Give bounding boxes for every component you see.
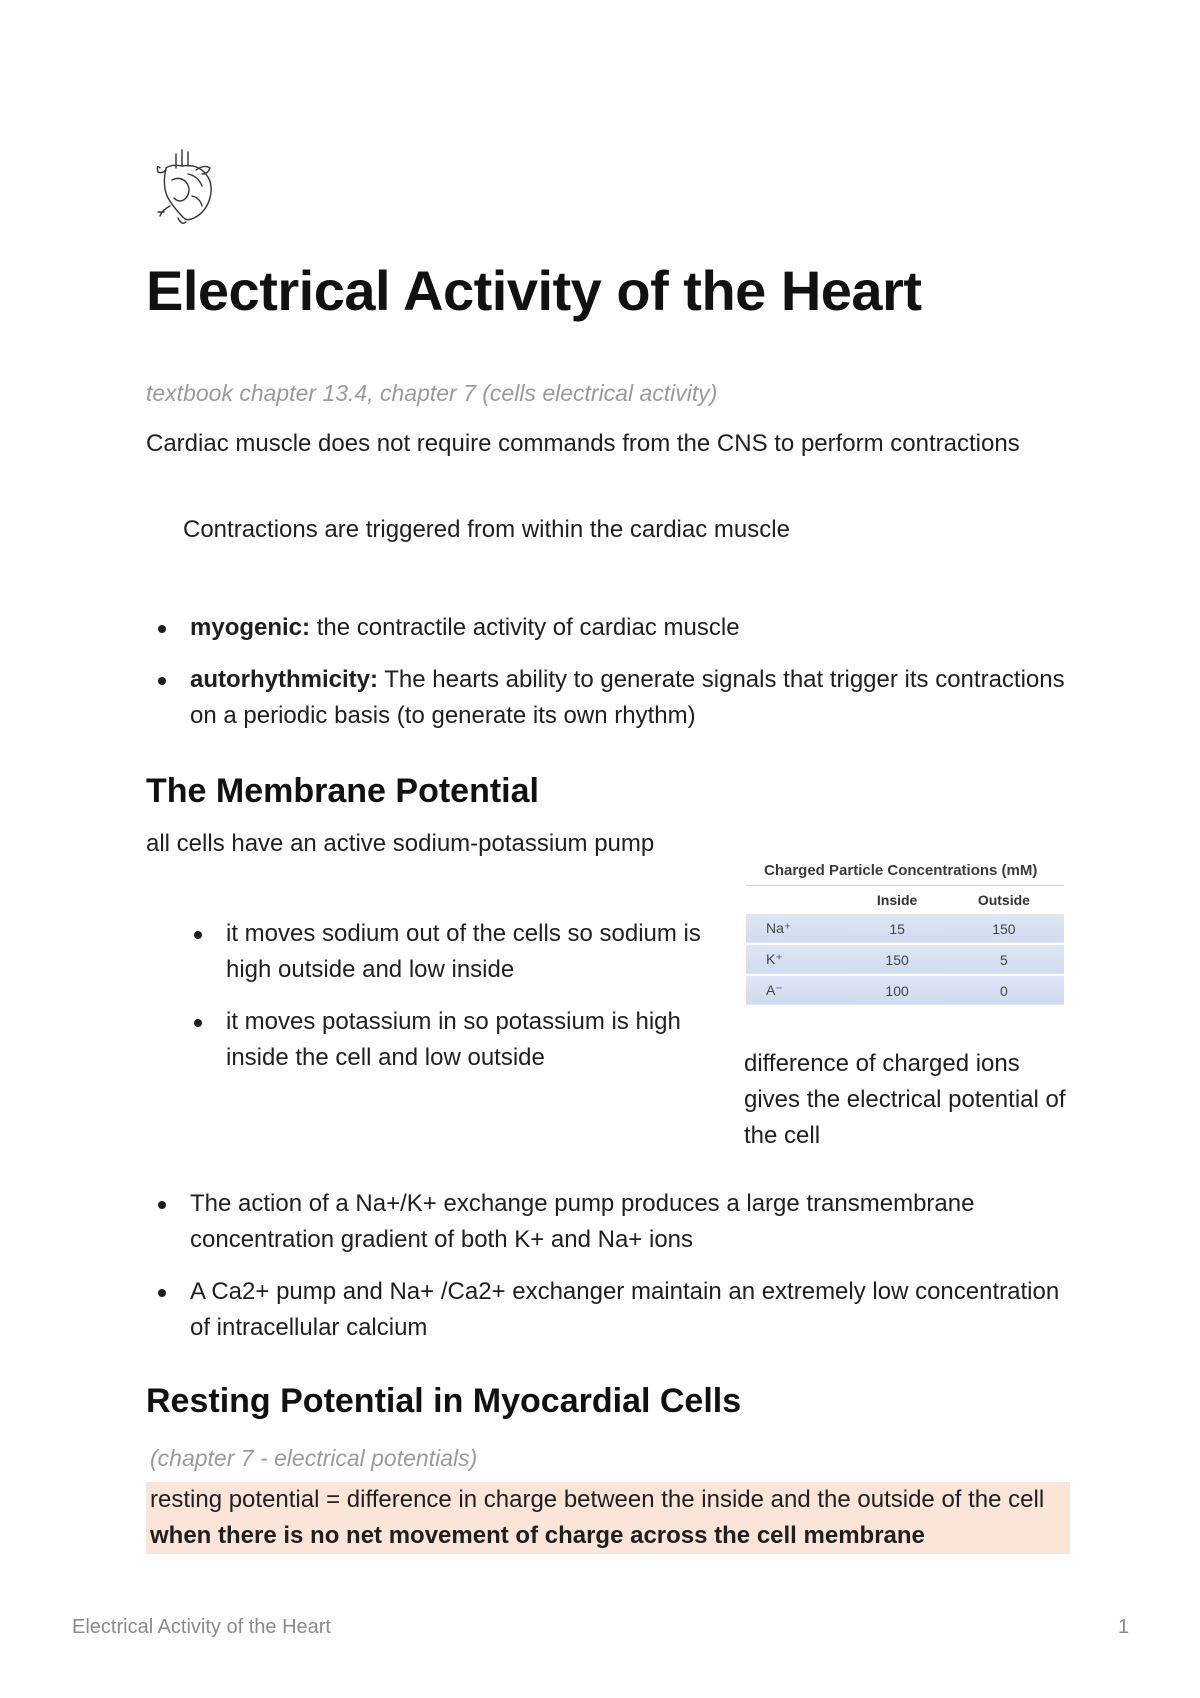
table-header-row <box>746 886 1064 915</box>
pump-paragraph: all cells have an active sodium-potassium pump <box>146 830 655 857</box>
table-header-cell <box>746 886 850 915</box>
table-cell: K⁺ <box>766 951 783 967</box>
concentration-table-figure <box>746 862 1064 1007</box>
definition-text: The hearts ability to generate signals that trigger its contractions on a periodic basis (to generate its own rhythm) <box>190 666 1065 729</box>
table-title: Charged Particle Concentrations (mM) <box>764 862 1038 879</box>
table-cell: 150 <box>992 920 1016 937</box>
highlighted-definition <box>146 1482 1070 1554</box>
definition-text: the contractile activity of cardiac muscle <box>310 614 740 641</box>
chapter-reference-resting: (chapter 7 - electrical potentials) <box>150 1445 478 1471</box>
table-cell: Na⁺ <box>766 920 792 936</box>
concentration-table <box>746 885 1064 1007</box>
section-heading-membrane-potential: The Membrane Potential <box>146 772 539 810</box>
table-row <box>746 944 1064 975</box>
table-header-cell: Inside <box>850 886 943 915</box>
table-row <box>746 914 1064 944</box>
chapter-reference: textbook chapter 13.4, chapter 7 (cells electrical activity) <box>146 380 718 406</box>
list-item-text: The action of a Na+/K+ exchange pump produces a large transmembrane concentration gradient of both K+ and Na+ ions <box>190 1190 975 1253</box>
bullet-icon <box>158 677 166 685</box>
page-title: Electrical Activity of the Heart <box>146 259 922 322</box>
pump-bullet-list <box>182 916 702 1092</box>
bullet-icon <box>158 1289 166 1297</box>
table-cell: A⁻ <box>766 982 783 998</box>
table-cell: 0 <box>999 982 1008 999</box>
intro-indented-paragraph: Contractions are triggered from within the cardiac muscle <box>183 516 790 543</box>
exchange-pump-list <box>146 1186 1076 1362</box>
table-cell: 150 <box>885 951 909 968</box>
list-item-text: it moves sodium out of the cells so sodium is high outside and low inside <box>226 920 701 983</box>
table-header-cell: Outside <box>944 886 1064 915</box>
list-item <box>146 610 1066 646</box>
table-row <box>746 975 1064 1006</box>
list-item <box>146 662 1066 734</box>
footer-title: Electrical Activity of the Heart <box>72 1616 331 1638</box>
table-cell: 15 <box>889 920 905 937</box>
list-item <box>182 1004 702 1076</box>
list-item-text: it moves potassium in so potassium is high inside the cell and low outside <box>226 1008 681 1071</box>
list-item <box>146 1186 1076 1258</box>
bullet-icon <box>158 1201 166 1209</box>
table-caption: difference of charged ions gives the electrical potential of the cell <box>744 1050 1066 1149</box>
definition-list <box>146 610 1066 750</box>
table-cell: 100 <box>885 982 909 999</box>
table-cell: 5 <box>999 951 1008 968</box>
bullet-icon <box>158 625 166 633</box>
bullet-icon <box>194 931 202 939</box>
definition-term: autorhythmicity: <box>190 666 379 693</box>
list-item-text: A Ca2+ pump and Na+ /Ca2+ exchanger maintain an extremely low concentration of intracellular calcium <box>190 1278 1060 1341</box>
bullet-icon <box>194 1019 202 1027</box>
highlight-text: resting potential = difference in charge between the inside and the outside of the cell <box>150 1486 1045 1513</box>
definition-term: myogenic: <box>190 614 311 641</box>
intro-paragraph: Cardiac muscle does not require commands from the CNS to perform contractions <box>146 430 1020 457</box>
list-item <box>182 916 702 988</box>
highlight-bold-text: when there is no net movement of charge across the cell membrane <box>150 1522 925 1549</box>
list-item <box>146 1274 1076 1346</box>
anatomical-heart-icon <box>152 146 222 226</box>
page-number: 1 <box>1118 1616 1130 1638</box>
section-heading-resting-potential: Resting Potential in Myocardial Cells <box>146 1382 742 1420</box>
